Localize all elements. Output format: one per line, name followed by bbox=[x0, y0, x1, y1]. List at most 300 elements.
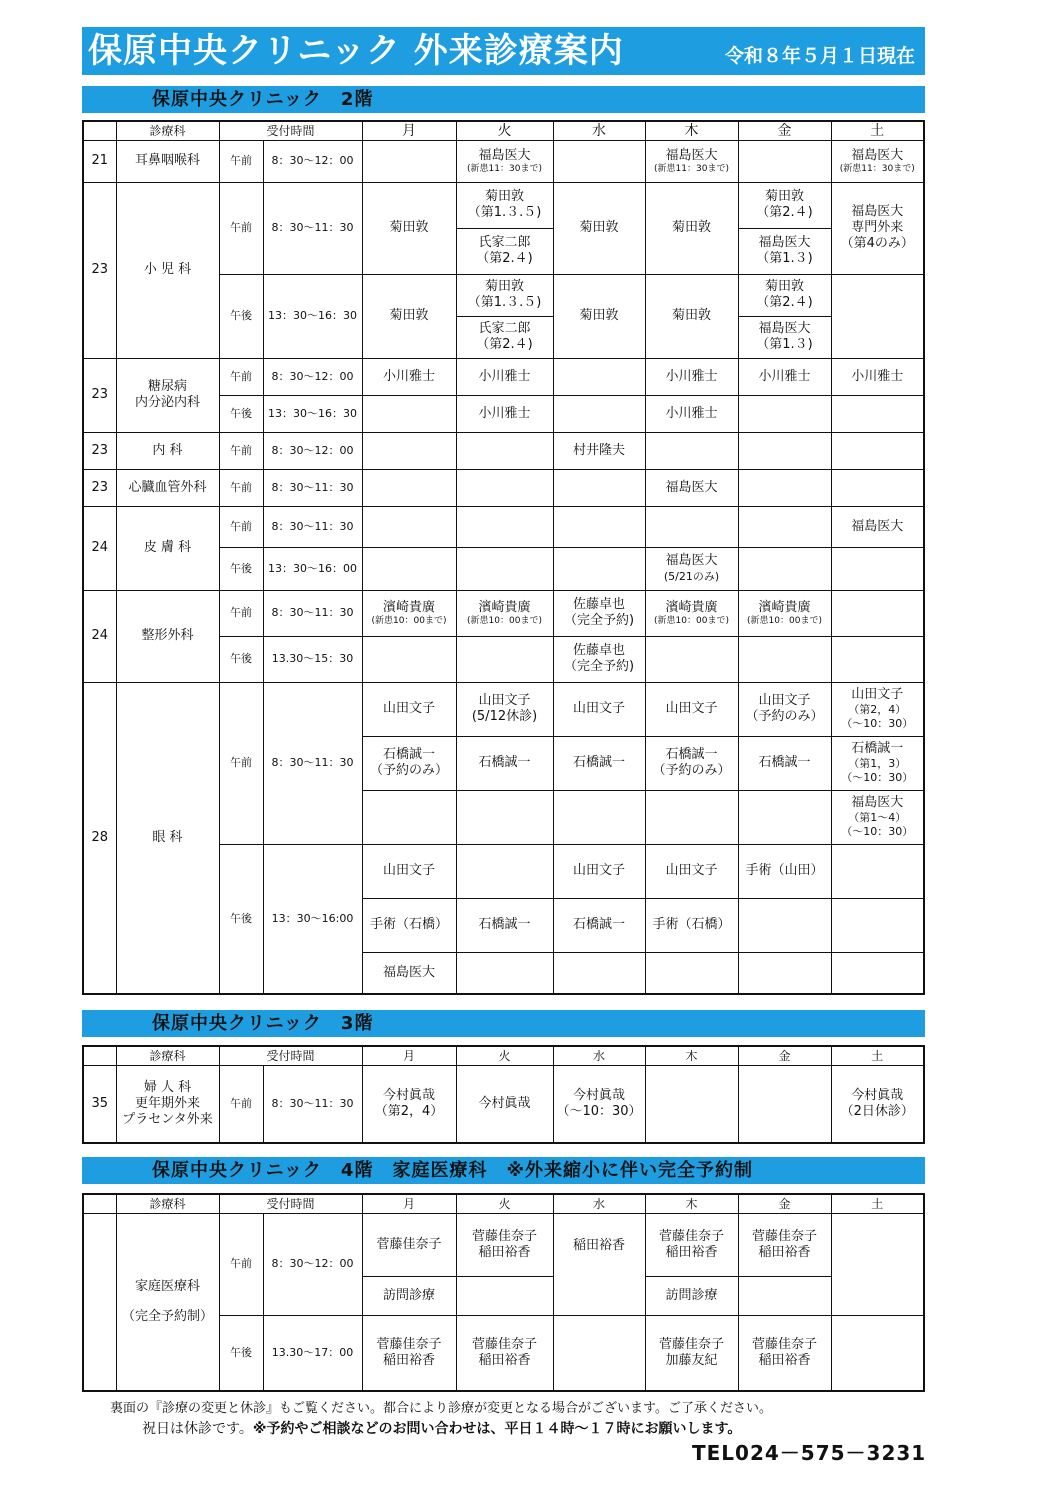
schedule-cell bbox=[738, 1213, 831, 1276]
table-row bbox=[83, 469, 924, 506]
reception-time: 8：30～12：00 bbox=[263, 432, 362, 469]
reception-header: 受付時間 bbox=[219, 1046, 362, 1065]
session-label: 午後 bbox=[219, 844, 263, 994]
schedule-cell: 福島医大 bbox=[831, 506, 924, 547]
cell-note: 専門外来 bbox=[851, 220, 904, 235]
cell-note: （予約のみ） bbox=[370, 763, 449, 778]
fri-header: 金 bbox=[738, 1194, 831, 1213]
reception-time: 8：30～12：00 bbox=[263, 358, 362, 395]
schedule-cell bbox=[645, 790, 738, 844]
schedule-cell: 菊田敦 bbox=[362, 274, 456, 358]
room-header bbox=[83, 1194, 116, 1213]
dept-header: 診療科 bbox=[116, 1194, 219, 1213]
schedule-cell: 菊田敦 bbox=[553, 182, 645, 274]
schedule-cell bbox=[645, 1065, 738, 1143]
schedule-cell bbox=[738, 395, 831, 432]
dept-name: 心臓血管外科 bbox=[116, 469, 219, 506]
room-header bbox=[83, 121, 116, 140]
session-label: 午前 bbox=[219, 432, 263, 469]
doctor-name: 菊田敦 bbox=[765, 189, 805, 204]
cell-note: （～10：30） bbox=[556, 1103, 642, 1119]
schedule-cell bbox=[831, 1315, 924, 1391]
cell-note: （完全予約) bbox=[563, 659, 635, 674]
cell-note: （～10：30） bbox=[841, 825, 914, 838]
session-label: 午前 bbox=[219, 590, 263, 636]
doctor-name: 稲田裕香 bbox=[758, 1244, 811, 1260]
schedule-cell: 福島医大 bbox=[645, 469, 738, 506]
dept-line: 家庭医療科 bbox=[134, 1278, 200, 1294]
schedule-cell bbox=[456, 547, 553, 590]
wed-header: 水 bbox=[553, 1194, 645, 1213]
doctor-name: 山田文子 bbox=[758, 693, 811, 708]
tue-header: 火 bbox=[456, 1194, 553, 1213]
schedule-cell bbox=[362, 1315, 456, 1391]
reception-header: 受付時間 bbox=[219, 1194, 362, 1213]
doctor-name: 山田文子 bbox=[478, 693, 531, 708]
doctor-name: 菊田敦 bbox=[485, 189, 525, 204]
schedule-cell bbox=[738, 898, 831, 952]
schedule-cell bbox=[738, 182, 831, 228]
schedule-cell bbox=[456, 1276, 553, 1315]
schedule-cell bbox=[553, 790, 645, 844]
room-number: 23 bbox=[83, 358, 116, 432]
tue-header: 火 bbox=[456, 1046, 553, 1065]
session-label: 午後 bbox=[219, 274, 263, 358]
cell-note: （第2.４) bbox=[476, 251, 533, 266]
schedule-cell: 石橋誠一 bbox=[738, 736, 831, 790]
schedule-cell bbox=[645, 952, 738, 994]
dept-name: 小 児 科 bbox=[116, 182, 219, 358]
schedule-cell bbox=[831, 432, 924, 469]
sat-header: 土 bbox=[831, 1046, 924, 1065]
sat-header: 土 bbox=[831, 1194, 924, 1213]
schedule-cell: 山田文子 bbox=[362, 844, 456, 898]
room-number: 24 bbox=[83, 590, 116, 682]
cell-note: (新患10：00まで) bbox=[371, 615, 447, 626]
cell-note: （第1.３) bbox=[756, 251, 813, 266]
table-row bbox=[83, 182, 924, 228]
doctor-name: 菅藤佳奈子 bbox=[472, 1336, 538, 1352]
session-label: 午前 bbox=[219, 682, 263, 844]
schedule-cell bbox=[456, 952, 553, 994]
schedule-cell bbox=[456, 274, 553, 316]
reception-time: 8：30～11：30 bbox=[263, 590, 362, 636]
schedule-cell: 手術（石橋） bbox=[645, 898, 738, 952]
dept-header: 診療科 bbox=[116, 1046, 219, 1065]
doctor-name: 佐藤卓也 bbox=[573, 597, 626, 612]
schedule-cell bbox=[456, 316, 553, 358]
doctor-name: 濱崎貴廣 bbox=[758, 599, 811, 615]
schedule-cell: 小川雅士 bbox=[831, 358, 924, 395]
schedule-cell bbox=[738, 1065, 831, 1143]
room-number: 28 bbox=[83, 682, 116, 994]
cell-note: （第2.４) bbox=[756, 205, 813, 220]
cell-note: (新患10：00まで) bbox=[654, 615, 729, 626]
schedule-cell: 山田文子 bbox=[645, 682, 738, 736]
schedule-cell bbox=[456, 636, 553, 682]
cell-note: （予約のみ） bbox=[745, 709, 824, 724]
page-title: 保原中央クリニック 外来診療案内 bbox=[88, 31, 624, 71]
dept-name: 耳鼻咽喉科 bbox=[116, 140, 219, 182]
cell-note: （第4のみ） bbox=[840, 236, 914, 251]
schedule-cell bbox=[362, 590, 456, 636]
schedule-cell bbox=[738, 590, 831, 636]
floor4-band bbox=[82, 1157, 925, 1184]
doctor-name: 福島医大 bbox=[851, 795, 904, 810]
doctor-name: 稲田裕香 bbox=[478, 1352, 531, 1368]
doctor-name: 稲田裕香 bbox=[383, 1352, 436, 1368]
schedule-cell bbox=[362, 790, 456, 844]
schedule-cell bbox=[645, 1213, 738, 1276]
schedule-cell: 福島医大 bbox=[362, 952, 456, 994]
schedule-cell bbox=[362, 432, 456, 469]
schedule-cell bbox=[553, 469, 645, 506]
cell-note: （第2.４) bbox=[476, 337, 533, 352]
cell-note: （完全予約) bbox=[563, 613, 635, 628]
schedule-cell: 小川雅士 bbox=[456, 358, 553, 395]
schedule-cell bbox=[553, 506, 645, 547]
session-label: 午前 bbox=[219, 469, 263, 506]
doctor-name: 菅藤佳奈子 bbox=[659, 1336, 725, 1352]
table-row bbox=[83, 590, 924, 636]
mon-header: 月 bbox=[362, 121, 456, 140]
schedule-cell bbox=[362, 469, 456, 506]
reception-time: 8：30～12：00 bbox=[263, 1213, 362, 1315]
tue-header: 火 bbox=[456, 121, 553, 140]
room-number: 35 bbox=[83, 1065, 116, 1143]
schedule-cell: 石橋誠一 bbox=[553, 898, 645, 952]
session-label: 午前 bbox=[219, 1213, 263, 1315]
doctor-name: 濱崎貴廣 bbox=[478, 599, 531, 615]
schedule-cell bbox=[362, 395, 456, 432]
footer-notice: 裏面の『診療の変更と休診』もご覧ください。都合により診療が変更となる場合がございます。ご了承ください。 bbox=[110, 1401, 772, 1416]
schedule-cell bbox=[831, 547, 924, 590]
doctor-name: 石橋誠一 bbox=[383, 747, 436, 762]
schedule-cell: 山田文子 bbox=[645, 844, 738, 898]
fri-header: 金 bbox=[738, 121, 831, 140]
schedule-cell bbox=[456, 506, 553, 547]
schedule-cell bbox=[738, 790, 831, 844]
doctor-name: 福島医大 bbox=[851, 147, 904, 163]
schedule-cell: 菊田敦 bbox=[645, 274, 738, 358]
mon-header: 月 bbox=[362, 1046, 456, 1065]
schedule-cell: 菅藤佳奈子 bbox=[362, 1213, 456, 1276]
doctor-name: 今村眞哉 bbox=[383, 1087, 436, 1103]
schedule-cell bbox=[362, 140, 456, 182]
thu-header: 木 bbox=[645, 1046, 738, 1065]
schedule-cell bbox=[456, 182, 553, 228]
cell-note: (新患11：30まで) bbox=[839, 163, 915, 174]
cell-note: （第2，4） bbox=[848, 703, 907, 716]
schedule-cell bbox=[553, 1065, 645, 1143]
schedule-cell bbox=[831, 736, 924, 790]
reception-time: 8：30～11：30 bbox=[263, 469, 362, 506]
schedule-cell bbox=[645, 547, 738, 590]
schedule-cell bbox=[362, 547, 456, 590]
cell-note: (5/21のみ) bbox=[663, 569, 720, 583]
doctor-name: 福島医大 bbox=[758, 235, 811, 250]
table-header-row bbox=[83, 1194, 924, 1213]
dept-name: 眼 科 bbox=[116, 682, 219, 994]
doctor-name: 濱崎貴廣 bbox=[665, 599, 718, 615]
schedule-cell bbox=[831, 636, 924, 682]
schedule-cell bbox=[645, 590, 738, 636]
dept-name bbox=[116, 358, 219, 432]
dept-name bbox=[116, 1065, 219, 1143]
room-number: 23 bbox=[83, 182, 116, 358]
schedule-cell: 村井隆夫 bbox=[553, 432, 645, 469]
schedule-cell bbox=[553, 358, 645, 395]
schedule-cell bbox=[831, 469, 924, 506]
session-label: 午前 bbox=[219, 506, 263, 547]
room-number bbox=[83, 1213, 116, 1391]
dept-name: 皮 膚 科 bbox=[116, 506, 219, 590]
doctor-name: 菅藤佳奈子 bbox=[376, 1336, 442, 1352]
schedule-cell bbox=[645, 140, 738, 182]
schedule-cell bbox=[553, 547, 645, 590]
doctor-name: 福島医大 bbox=[758, 321, 811, 336]
session-label: 午前 bbox=[219, 182, 263, 274]
floor3-schedule-table bbox=[82, 1045, 925, 1144]
schedule-cell bbox=[456, 844, 553, 898]
schedule-cell bbox=[456, 590, 553, 636]
schedule-cell bbox=[738, 547, 831, 590]
cell-note: （～10：30） bbox=[841, 771, 914, 784]
table-row bbox=[83, 682, 924, 736]
cell-note: （第2.４) bbox=[756, 295, 813, 310]
schedule-cell bbox=[645, 1315, 738, 1391]
doctor-name: 福島医大 bbox=[478, 147, 531, 163]
as-of-date: 令和８年５月１日現在 bbox=[724, 45, 915, 67]
schedule-cell bbox=[456, 1315, 553, 1391]
dept-line: （完全予約制） bbox=[121, 1308, 213, 1324]
schedule-cell: 小川雅士 bbox=[738, 358, 831, 395]
schedule-cell: 菊田敦 bbox=[553, 274, 645, 358]
cell-note: （2日休診） bbox=[840, 1103, 914, 1119]
cell-note: (新患10：00まで) bbox=[747, 615, 822, 626]
session-label: 午前 bbox=[219, 140, 263, 182]
schedule-cell: 山田文子 bbox=[553, 682, 645, 736]
cell-note: （予約のみ） bbox=[652, 763, 731, 778]
reception-time: 13.30～17：00 bbox=[263, 1315, 362, 1391]
cell-note: （～10：30） bbox=[841, 717, 914, 730]
schedule-cell bbox=[738, 274, 831, 316]
cell-note: （第1～4） bbox=[848, 811, 907, 824]
dept-line: 更年期外来 bbox=[134, 1095, 200, 1111]
schedule-cell bbox=[831, 182, 924, 274]
doctor-name: 菅藤佳奈子 bbox=[472, 1228, 538, 1244]
schedule-cell bbox=[645, 736, 738, 790]
schedule-cell bbox=[362, 506, 456, 547]
reception-time: 13：30～16:00 bbox=[263, 844, 362, 994]
schedule-cell bbox=[831, 1213, 924, 1315]
doctor-name: 今村眞哉 bbox=[573, 1087, 626, 1103]
dept-line: 婦 人 科 bbox=[143, 1079, 192, 1095]
doctor-name: 加藤友紀 bbox=[665, 1352, 718, 1368]
dept-name: 内 科 bbox=[116, 432, 219, 469]
schedule-cell bbox=[645, 432, 738, 469]
reception-time: 8：30～11：30 bbox=[263, 182, 362, 274]
room-number: 24 bbox=[83, 506, 116, 590]
dept-name: 整形外科 bbox=[116, 590, 219, 682]
floor4-title: 保原中央クリニック 4階 家庭医療科 ※外来縮小に伴い完全予約制 bbox=[152, 1160, 753, 1181]
wed-header: 水 bbox=[553, 121, 645, 140]
reception-time: 13.30～15：30 bbox=[263, 636, 362, 682]
schedule-cell: 稲田裕香 bbox=[553, 1213, 645, 1315]
reception-time: 13：30～16：00 bbox=[263, 547, 362, 590]
cell-note: （第1.３) bbox=[756, 337, 813, 352]
schedule-cell bbox=[553, 636, 645, 682]
table-row bbox=[83, 1065, 924, 1143]
schedule-cell bbox=[831, 682, 924, 736]
session-label: 午後 bbox=[219, 636, 263, 682]
schedule-cell: 訪問診療 bbox=[362, 1276, 456, 1315]
schedule-cell bbox=[553, 395, 645, 432]
doctor-name: 稲田裕香 bbox=[665, 1244, 718, 1260]
floor4-schedule-table bbox=[82, 1193, 925, 1392]
room-number: 21 bbox=[83, 140, 116, 182]
schedule-cell: 石橋誠一 bbox=[553, 736, 645, 790]
doctor-name: 稲田裕香 bbox=[478, 1244, 531, 1260]
schedule-cell bbox=[362, 636, 456, 682]
doctor-name: 菅藤佳奈子 bbox=[752, 1336, 818, 1352]
schedule-cell bbox=[553, 952, 645, 994]
cell-note: (新患10：00まで) bbox=[467, 615, 542, 626]
session-label: 午後 bbox=[219, 1315, 263, 1391]
schedule-cell bbox=[738, 506, 831, 547]
session-label: 午前 bbox=[219, 358, 263, 395]
schedule-cell bbox=[738, 1276, 831, 1315]
doctor-name: 福島医大 bbox=[665, 552, 718, 568]
cell-note: （第1.３.５) bbox=[467, 295, 542, 310]
doctor-name: 山田文子 bbox=[851, 687, 904, 702]
schedule-cell: 小川雅士 bbox=[645, 395, 738, 432]
schedule-cell bbox=[831, 844, 924, 898]
floor3-band bbox=[82, 1010, 925, 1037]
table-row bbox=[83, 140, 924, 182]
schedule-cell: 石橋誠一 bbox=[456, 898, 553, 952]
table-row bbox=[83, 1213, 924, 1276]
schedule-cell bbox=[738, 316, 831, 358]
schedule-cell: 小川雅士 bbox=[645, 358, 738, 395]
cell-note: (新患11：30まで) bbox=[467, 163, 542, 174]
mon-header: 月 bbox=[362, 1194, 456, 1213]
table-row bbox=[83, 506, 924, 547]
fri-header: 金 bbox=[738, 1046, 831, 1065]
schedule-cell bbox=[831, 395, 924, 432]
session-label: 午後 bbox=[219, 547, 263, 590]
footer-holiday-notice bbox=[142, 1418, 741, 1438]
schedule-cell bbox=[738, 228, 831, 274]
wed-header: 水 bbox=[553, 1046, 645, 1065]
doctor-name: 石橋誠一 bbox=[851, 741, 904, 756]
dept-line: 内分泌内科 bbox=[134, 395, 200, 410]
schedule-cell bbox=[456, 790, 553, 844]
doctor-name: 佐藤卓也 bbox=[573, 643, 626, 658]
inquiry-hours-text: ※予約やご相談などのお問い合わせは、平日１４時～１７時にお願いします。 bbox=[252, 1421, 742, 1437]
schedule-cell: 手術（山田） bbox=[738, 844, 831, 898]
schedule-cell bbox=[831, 590, 924, 636]
reception-time: 13：30～16：30 bbox=[263, 395, 362, 432]
reception-time: 8：30～11：30 bbox=[263, 506, 362, 547]
schedule-cell bbox=[553, 590, 645, 636]
table-row bbox=[83, 358, 924, 395]
schedule-cell bbox=[456, 682, 553, 736]
dept-header: 診療科 bbox=[116, 121, 219, 140]
cell-note: （第1，3） bbox=[848, 757, 907, 770]
session-label: 午後 bbox=[219, 395, 263, 432]
schedule-cell bbox=[738, 469, 831, 506]
reception-time: 8：30～11：30 bbox=[263, 1065, 362, 1143]
cell-note: (新患11：30まで) bbox=[654, 163, 729, 174]
dept-line: プラセンタ外来 bbox=[122, 1111, 213, 1127]
session-label: 午前 bbox=[219, 1065, 263, 1143]
schedule-cell: 菊田敦 bbox=[645, 182, 738, 274]
schedule-cell bbox=[831, 274, 924, 358]
schedule-cell bbox=[738, 432, 831, 469]
schedule-cell bbox=[738, 682, 831, 736]
schedule-cell bbox=[738, 636, 831, 682]
reception-time: 13：30～16：30 bbox=[263, 274, 362, 358]
schedule-cell: 小川雅士 bbox=[456, 395, 553, 432]
schedule-cell bbox=[831, 1065, 924, 1143]
reception-header: 受付時間 bbox=[219, 121, 362, 140]
table-header-row bbox=[83, 121, 924, 140]
schedule-cell bbox=[456, 140, 553, 182]
doctor-name: 福島医大 bbox=[665, 147, 718, 163]
doctor-name: 菅藤佳奈子 bbox=[659, 1228, 725, 1244]
page-header bbox=[82, 27, 925, 75]
schedule-cell bbox=[738, 952, 831, 994]
schedule-cell bbox=[645, 506, 738, 547]
schedule-cell bbox=[645, 636, 738, 682]
table-row bbox=[83, 432, 924, 469]
schedule-cell: 小川雅士 bbox=[362, 358, 456, 395]
doctor-name: 菅藤佳奈子 bbox=[752, 1228, 818, 1244]
schedule-cell: 訪問診療 bbox=[645, 1276, 738, 1315]
schedule-cell: 山田文子 bbox=[362, 682, 456, 736]
doctor-name: 稲田裕香 bbox=[758, 1352, 811, 1368]
cell-note: (5/12休診) bbox=[471, 709, 538, 724]
reception-time: 8：30～12：00 bbox=[263, 140, 362, 182]
schedule-cell: 山田文子 bbox=[553, 844, 645, 898]
doctor-name: 今村眞哉 bbox=[851, 1087, 904, 1103]
schedule-cell bbox=[831, 952, 924, 994]
cell-note: （第2，4） bbox=[374, 1103, 444, 1119]
doctor-name: 菊田敦 bbox=[485, 279, 525, 294]
schedule-cell bbox=[553, 1315, 645, 1391]
schedule-cell: 今村眞哉 bbox=[456, 1065, 553, 1143]
sat-header: 土 bbox=[831, 121, 924, 140]
thu-header: 木 bbox=[645, 121, 738, 140]
schedule-cell: 手術（石橋） bbox=[362, 898, 456, 952]
thu-header: 木 bbox=[645, 1194, 738, 1213]
floor2-band bbox=[82, 86, 925, 113]
schedule-cell bbox=[831, 140, 924, 182]
schedule-cell bbox=[831, 790, 924, 844]
doctor-name: 菊田敦 bbox=[765, 279, 805, 294]
doctor-name: 濱崎貴廣 bbox=[383, 599, 436, 615]
reception-time: 8：30～11：30 bbox=[263, 682, 362, 844]
schedule-cell bbox=[456, 1213, 553, 1276]
floor2-schedule-table bbox=[82, 120, 925, 995]
cell-note: （第1.３.５) bbox=[467, 205, 542, 220]
holiday-text: 祝日は休診です。 bbox=[142, 1421, 253, 1437]
room-header bbox=[83, 1046, 116, 1065]
doctor-name: 石橋誠一 bbox=[665, 747, 718, 762]
schedule-cell bbox=[362, 736, 456, 790]
schedule-cell: 石橋誠一 bbox=[456, 736, 553, 790]
